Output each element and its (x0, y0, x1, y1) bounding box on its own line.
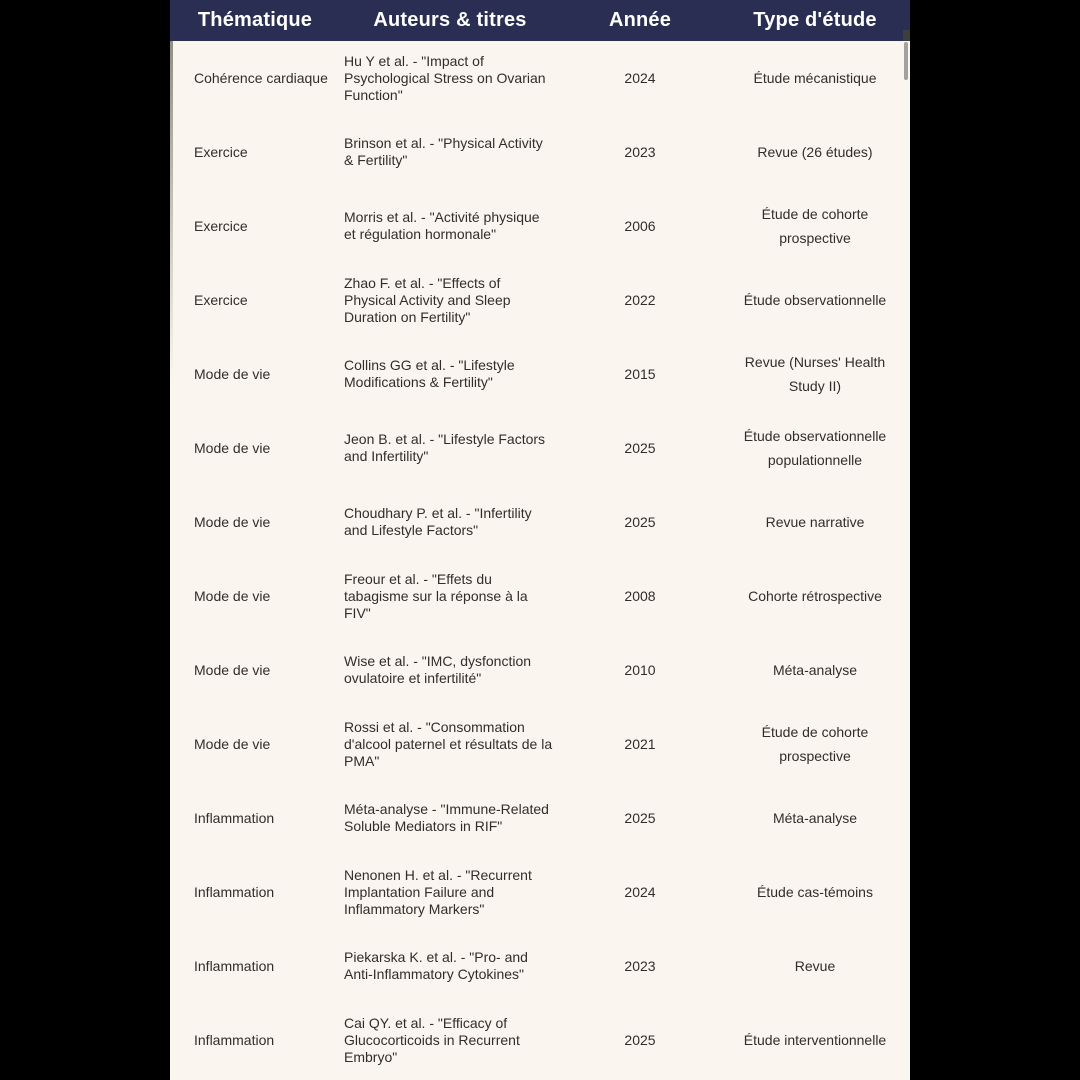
cell-year: 2025 (624, 513, 656, 530)
table-row (170, 411, 910, 485)
cell-thematique: Mode de vie (194, 736, 271, 752)
scrollbar-corner (903, 30, 910, 41)
cell-year: 2008 (624, 587, 656, 604)
cell-thematique: Cohérence cardiaque (194, 70, 328, 86)
cell-authors-title: Wise et al. - "IMC, dysfonction ovulatoire et infertilité" (344, 653, 532, 686)
cell-authors-title: Nenonen H. et al. - "Recurrent Implantation Failure and Inflammatory Markers" (344, 866, 532, 917)
cell-thematique: Mode de vie (194, 514, 271, 530)
column-header-annee: Année (608, 9, 672, 31)
cell-study-type: Méta-analyse (772, 662, 858, 678)
cell-authors-title: Cai QY. et al. - "Efficacy of Glucocorticoids in Recurrent Embryo" (344, 1014, 520, 1065)
cell-study-type: Cohorte rétrospective (748, 588, 882, 604)
cell-study-type: Étude observationnelle (743, 292, 887, 308)
cell-thematique: Mode de vie (194, 366, 271, 382)
column-header-auteurs-titres: Auteurs & titres (373, 9, 527, 31)
cell-study-type: Méta-analyse (772, 810, 858, 826)
cell-authors-title: Collins GG et al. - "Lifestyle Modifications & Fertility" (344, 357, 515, 390)
cell-study-type: Revue (Nurses' Health Study II) (744, 354, 886, 394)
cell-year: 2021 (624, 735, 656, 752)
cell-thematique: Exercice (194, 144, 248, 160)
table-row (170, 929, 910, 1003)
cell-year: 2015 (624, 365, 656, 382)
table-row (170, 189, 910, 263)
cell-study-type: Étude observationnelle populationnelle (743, 428, 887, 468)
table-row (170, 633, 910, 707)
cell-thematique: Mode de vie (194, 662, 271, 678)
cell-year: 2024 (624, 69, 656, 86)
cell-thematique: Inflammation (194, 958, 275, 974)
cell-year: 2006 (624, 217, 656, 234)
table-row (170, 41, 910, 115)
cell-authors-title: Choudhary P. et al. - "Infertility and Lifestyle Factors" (344, 505, 532, 538)
table-row (170, 263, 910, 337)
cell-authors-title: Freour et al. - "Effets du tabagisme sur la réponse à la FIV" (344, 570, 528, 621)
cell-year: 2025 (624, 1031, 656, 1048)
cell-authors-title: Méta-analyse - "Immune-Related Soluble Mediators in RIF" (344, 801, 549, 834)
cell-thematique: Inflammation (194, 884, 275, 900)
cell-thematique: Inflammation (194, 1032, 275, 1048)
cell-study-type: Étude mécanistique (753, 70, 877, 86)
cell-year: 2025 (624, 439, 656, 456)
table-header (170, 0, 910, 41)
cell-authors-title: Hu Y et al. - "Impact of Psychological Stress on Ovarian Function" (344, 52, 546, 103)
column-header-type-etude: Type d'étude (753, 9, 877, 31)
cell-year: 2010 (624, 661, 656, 678)
cell-authors-title: Jeon B. et al. - "Lifestyle Factors and Infertility" (344, 431, 546, 464)
cell-year: 2023 (624, 957, 656, 974)
cell-study-type: Revue (26 études) (757, 144, 873, 160)
table-row (170, 115, 910, 189)
cell-year: 2024 (624, 883, 656, 900)
cell-thematique: Exercice (194, 218, 248, 234)
scrollbar-thumb[interactable] (904, 42, 908, 80)
table-row (170, 559, 910, 633)
table-row (170, 707, 910, 781)
table-row (170, 855, 910, 929)
cell-authors-title: Rossi et al. - "Consommation d'alcool paternel et résultats de la PMA" (344, 718, 553, 769)
cell-study-type: Revue narrative (765, 514, 865, 530)
cell-authors-title: Piekarska K. et al. - "Pro- and Anti-Inflammatory Cytokines" (344, 949, 528, 982)
cell-study-type: Étude de cohorte prospective (761, 724, 869, 764)
cell-year: 2023 (624, 143, 656, 160)
table-row (170, 781, 910, 855)
cell-thematique: Mode de vie (194, 588, 271, 604)
cell-year: 2022 (624, 291, 656, 308)
table-row (170, 485, 910, 559)
column-header-thematique: Thématique (197, 9, 313, 31)
table-row (170, 1003, 910, 1077)
cell-authors-title: Brinson et al. - "Physical Activity & Fertility" (344, 135, 543, 168)
cell-thematique: Mode de vie (194, 440, 271, 456)
cell-study-type: Étude de cohorte prospective (761, 206, 869, 246)
vertical-scrollbar-track[interactable] (903, 41, 909, 1080)
cell-authors-title: Zhao F. et al. - "Effects of Physical Activity and Sleep Duration on Fertility" (344, 274, 511, 325)
cell-study-type: Étude cas-témoins (757, 884, 873, 900)
cell-study-type: Revue (794, 958, 836, 974)
cell-year: 2025 (624, 809, 656, 826)
cell-thematique: Inflammation (194, 810, 275, 826)
cell-study-type: Étude interventionnelle (743, 1032, 887, 1048)
cell-thematique: Exercice (194, 292, 248, 308)
table-row (170, 337, 910, 411)
table-body (170, 41, 910, 1080)
studies-table-panel (170, 0, 910, 1080)
cell-authors-title: Morris et al. - "Activité physique et régulation hormonale" (344, 209, 540, 242)
